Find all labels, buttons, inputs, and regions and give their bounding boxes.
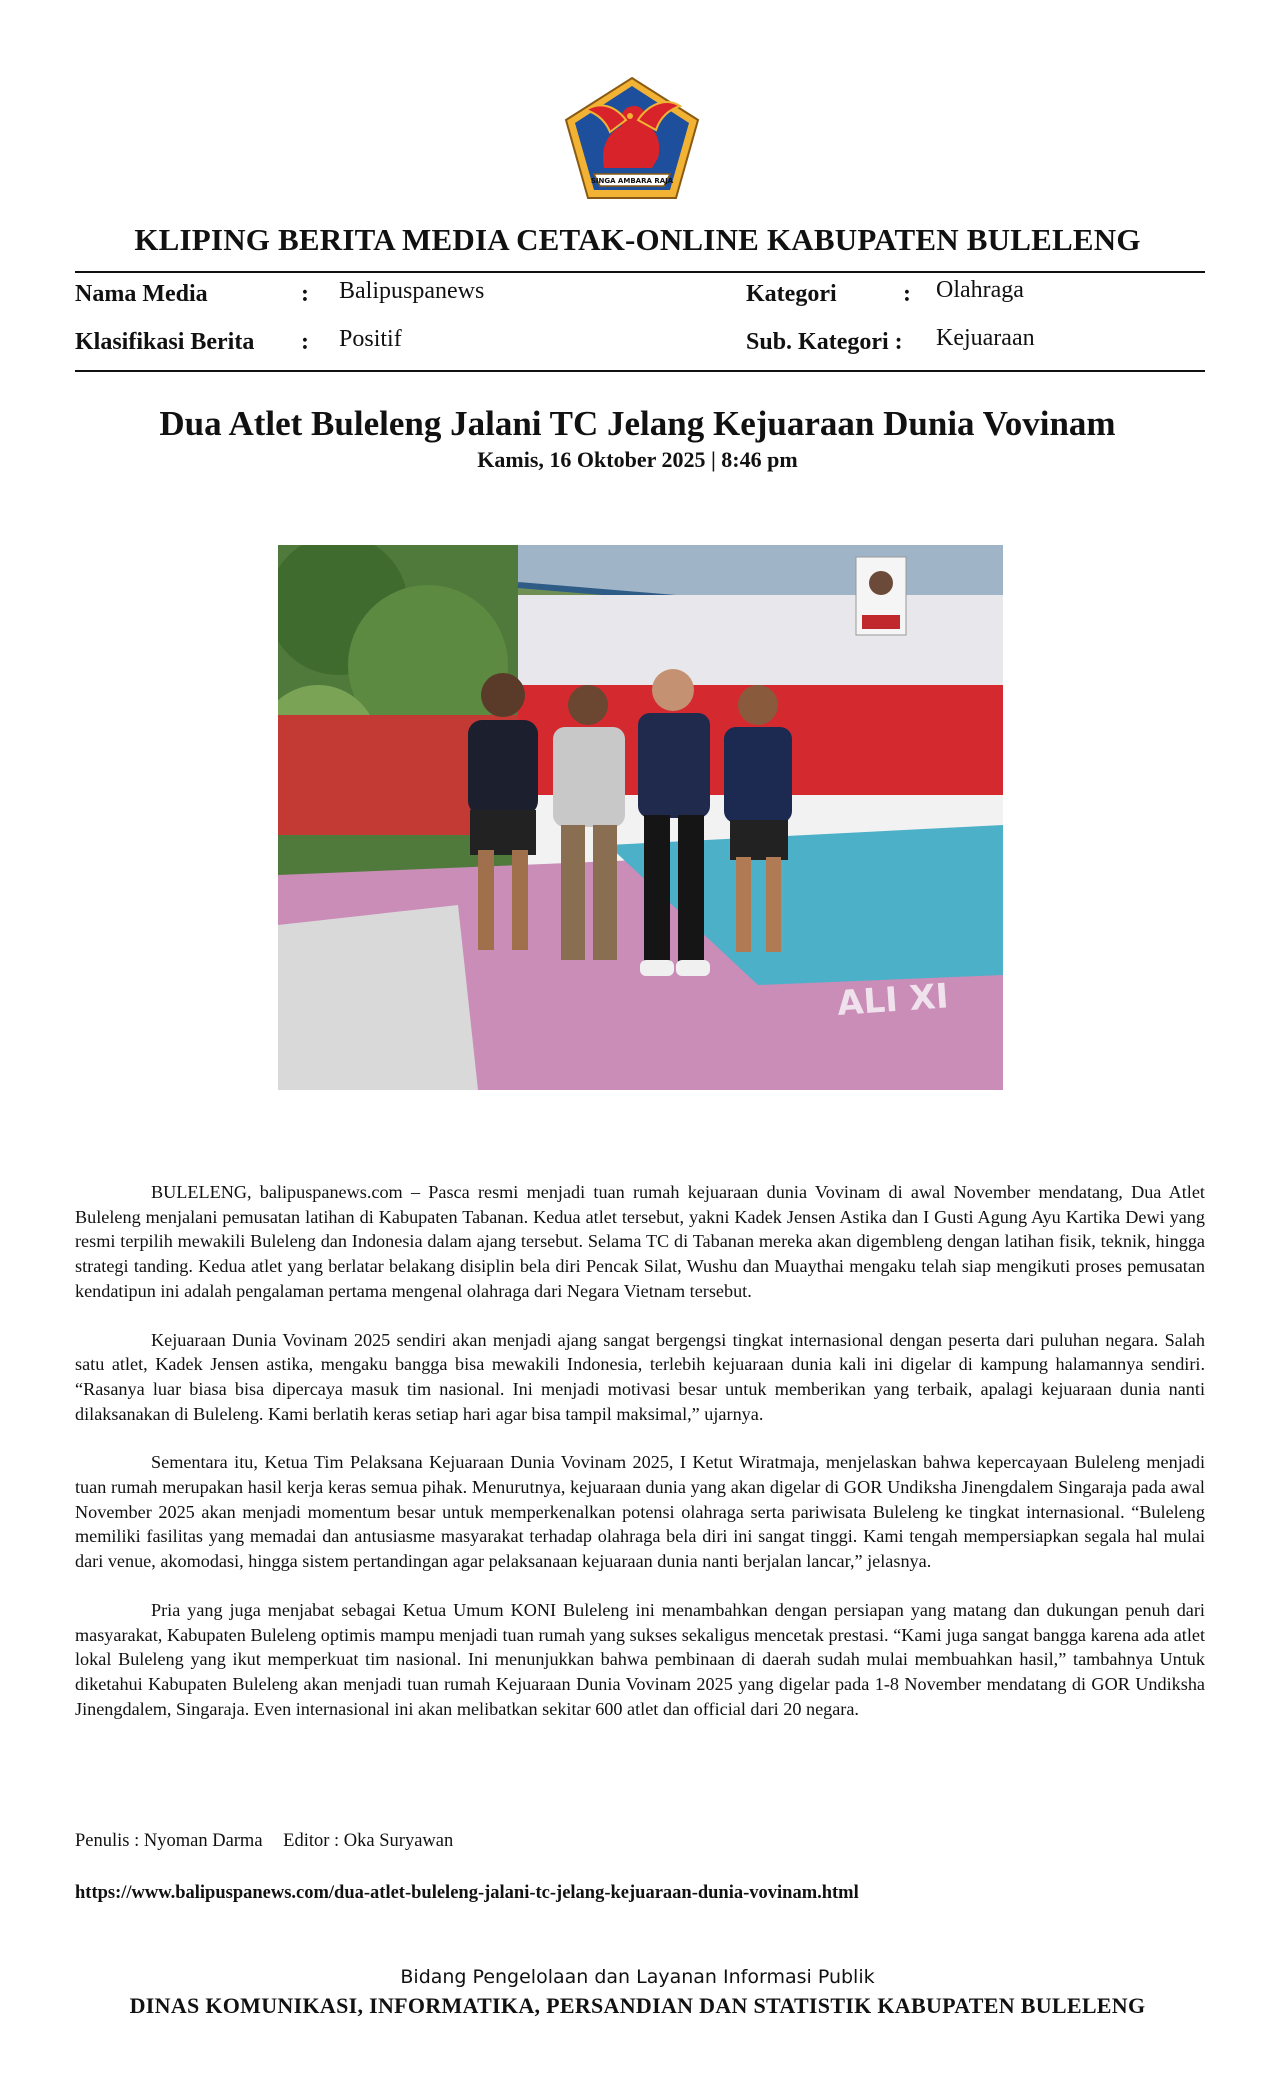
sub-kategori-value: Kejuaraan <box>936 325 1035 351</box>
sub-kategori-label: Sub. Kategori : <box>746 329 903 355</box>
klasifikasi-colon: : <box>301 329 309 355</box>
article-credits <box>75 1831 469 1852</box>
editor-credit: Editor : Oka Suryawan <box>283 1831 454 1851</box>
article-paragraph: Pria yang juga menjabat sebagai Ketua Umum KONI Buleleng ini menambahkan dengan persiapan yang matang dan dukungan penuh dari masyarakat, Kabupaten Buleleng optimis mampu menjadi tuan rumah yang sukses sekaligus mencetak prestasi. “Kami juga sangat bangga karena ada atlet lokal Buleleng yang ikut memperkuat tim nasional. Ini menunjukkan bahwa pembinaan di daerah sudah mulai membuahkan hasil,” tambahnya Untuk diketahui Kabupaten Buleleng akan menjadi tuan rumah Kejuaraan Dunia Vovinam 2025 yang digelar pada 1-8 November mendatang di GOR Undiksha Jinengdalem, Singaraja. Even internasional ini akan melibatkan sekitar 600 atlet dan official dari 20 negara. <box>75 1599 1205 1719</box>
singa-ambara-raja-emblem-icon <box>564 76 700 200</box>
article-dateline: Kamis, 16 Oktober 2025 | 8:46 pm <box>477 447 798 472</box>
buleleng-emblem-logo <box>564 76 700 200</box>
footer-agency: DINAS KOMUNIKASI, INFORMATIKA, PERSANDIAN DAN STATISTIK KABUPATEN BULELENG <box>129 1993 1146 2018</box>
kategori-label: Kategori <box>746 281 837 307</box>
source-url-link[interactable]: https://www.balipuspanews.com/dua-atlet-buleleng-jalani-tc-jelang-kejuaraan-dunia-vovinam.html <box>75 1883 859 1903</box>
article-headline: Dua Atlet Buleleng Jalani TC Jelang Kejuaraan Dunia Vovinam <box>159 404 1116 443</box>
article-paragraph: Sementara itu, Ketua Tim Pelaksana Kejuaraan Dunia Vovinam 2025, I Ketut Wiratmaja, menjelaskan bahwa kepercayaan Buleleng menjadi tuan rumah merupakan hasil kerja keras semua pihak. Menurutnya, kejuaraan dunia yang akan digelar di GOR Undiksha Jinengdalem Singaraja pada awal November 2025 akan menjadi momentum besar untuk memperkenalkan potensi olahraga serta pariwisata Buleleng ke tingkat internasional. “Buleleng memiliki fasilitas yang memadai dan antusiasme masyarakat terhadap olahraga bela diri ini sangat tinggi. Kami tengah mempersiapkan segala hal mulai dari venue, akomodasi, hingga sistem pertandingan agar pelaksanaan kejuaraan dunia nanti berjalan lancar,” jelasnya. <box>75 1452 1205 1572</box>
kategori-value: Olahraga <box>936 277 1024 303</box>
article-photo <box>278 545 1003 1090</box>
clipping-title: KLIPING BERITA MEDIA CETAK-ONLINE KABUPATEN BULELENG <box>134 222 1141 257</box>
header-divider-bottom <box>75 370 1205 372</box>
penulis-credit: Penulis : Nyoman Darma <box>75 1831 263 1851</box>
kategori-colon: : <box>903 281 911 307</box>
article-paragraph: Kejuaraan Dunia Vovinam 2025 sendiri akan menjadi ajang sangat bergengsi tingkat internasional dengan peserta dari puluhan negara. Salah satu atlet, Kadek Jensen astika, mengaku bangga bisa mewakili Indonesia, terlebih kejuaraan dunia kali ini digelar di kampung halamannya sendiri. “Rasanya luar biasa bisa dipercaya masuk tim nasional. Ini menjadi motivasi besar untuk memberikan yang terbaik, apalagi kejuaraan dunia nanti dilaksanakan di Buleleng. Kami berlatih keras setiap hari agar bisa tampil maksimal,” ujarnya. <box>75 1329 1205 1424</box>
article-paragraph: BULELENG, balipuspanews.com – Pasca resmi menjadi tuan rumah kejuaraan dunia Vovinam di awal November mendatang, Dua Atlet Buleleng menjalani pemusatan latihan di Kabupaten Tabanan. Kedua atlet tersebut, yakni Kadek Jensen Astika dan I Gusti Agung Ayu Kartika Dewi yang resmi terpilih mewakili Buleleng dan Indonesia dalam ajang tersebut. Selama TC di Tabanan mereka akan digembleng dengan latihan fisik, teknik, hingga strategi tanding. Kedua atlet yang berlatar belakang disiplin bela diri Pencak Silat, Wushu dan Muaythai mengaku telah siap mengikuti proses pemusatan kendatipun ini adalah pengalaman pertama mengenal olahraga dari Negara Vietnam tersebut. <box>75 1182 1205 1301</box>
klasifikasi-label: Klasifikasi Berita <box>75 329 255 355</box>
header-divider-top <box>75 271 1205 273</box>
media-label: Nama Media <box>75 281 208 307</box>
media-colon: : <box>301 281 309 307</box>
klasifikasi-value: Positif <box>339 326 402 352</box>
article-body <box>75 1180 1205 1745</box>
media-value: Balipuspanews <box>339 278 485 304</box>
photo-mat-text: ALI XI <box>835 976 950 1024</box>
emblem-motto: SINGA AMBARA RAJA <box>590 177 674 185</box>
footer-division: Bidang Pengelolaan dan Layanan Informasi Publik <box>400 1966 875 1988</box>
